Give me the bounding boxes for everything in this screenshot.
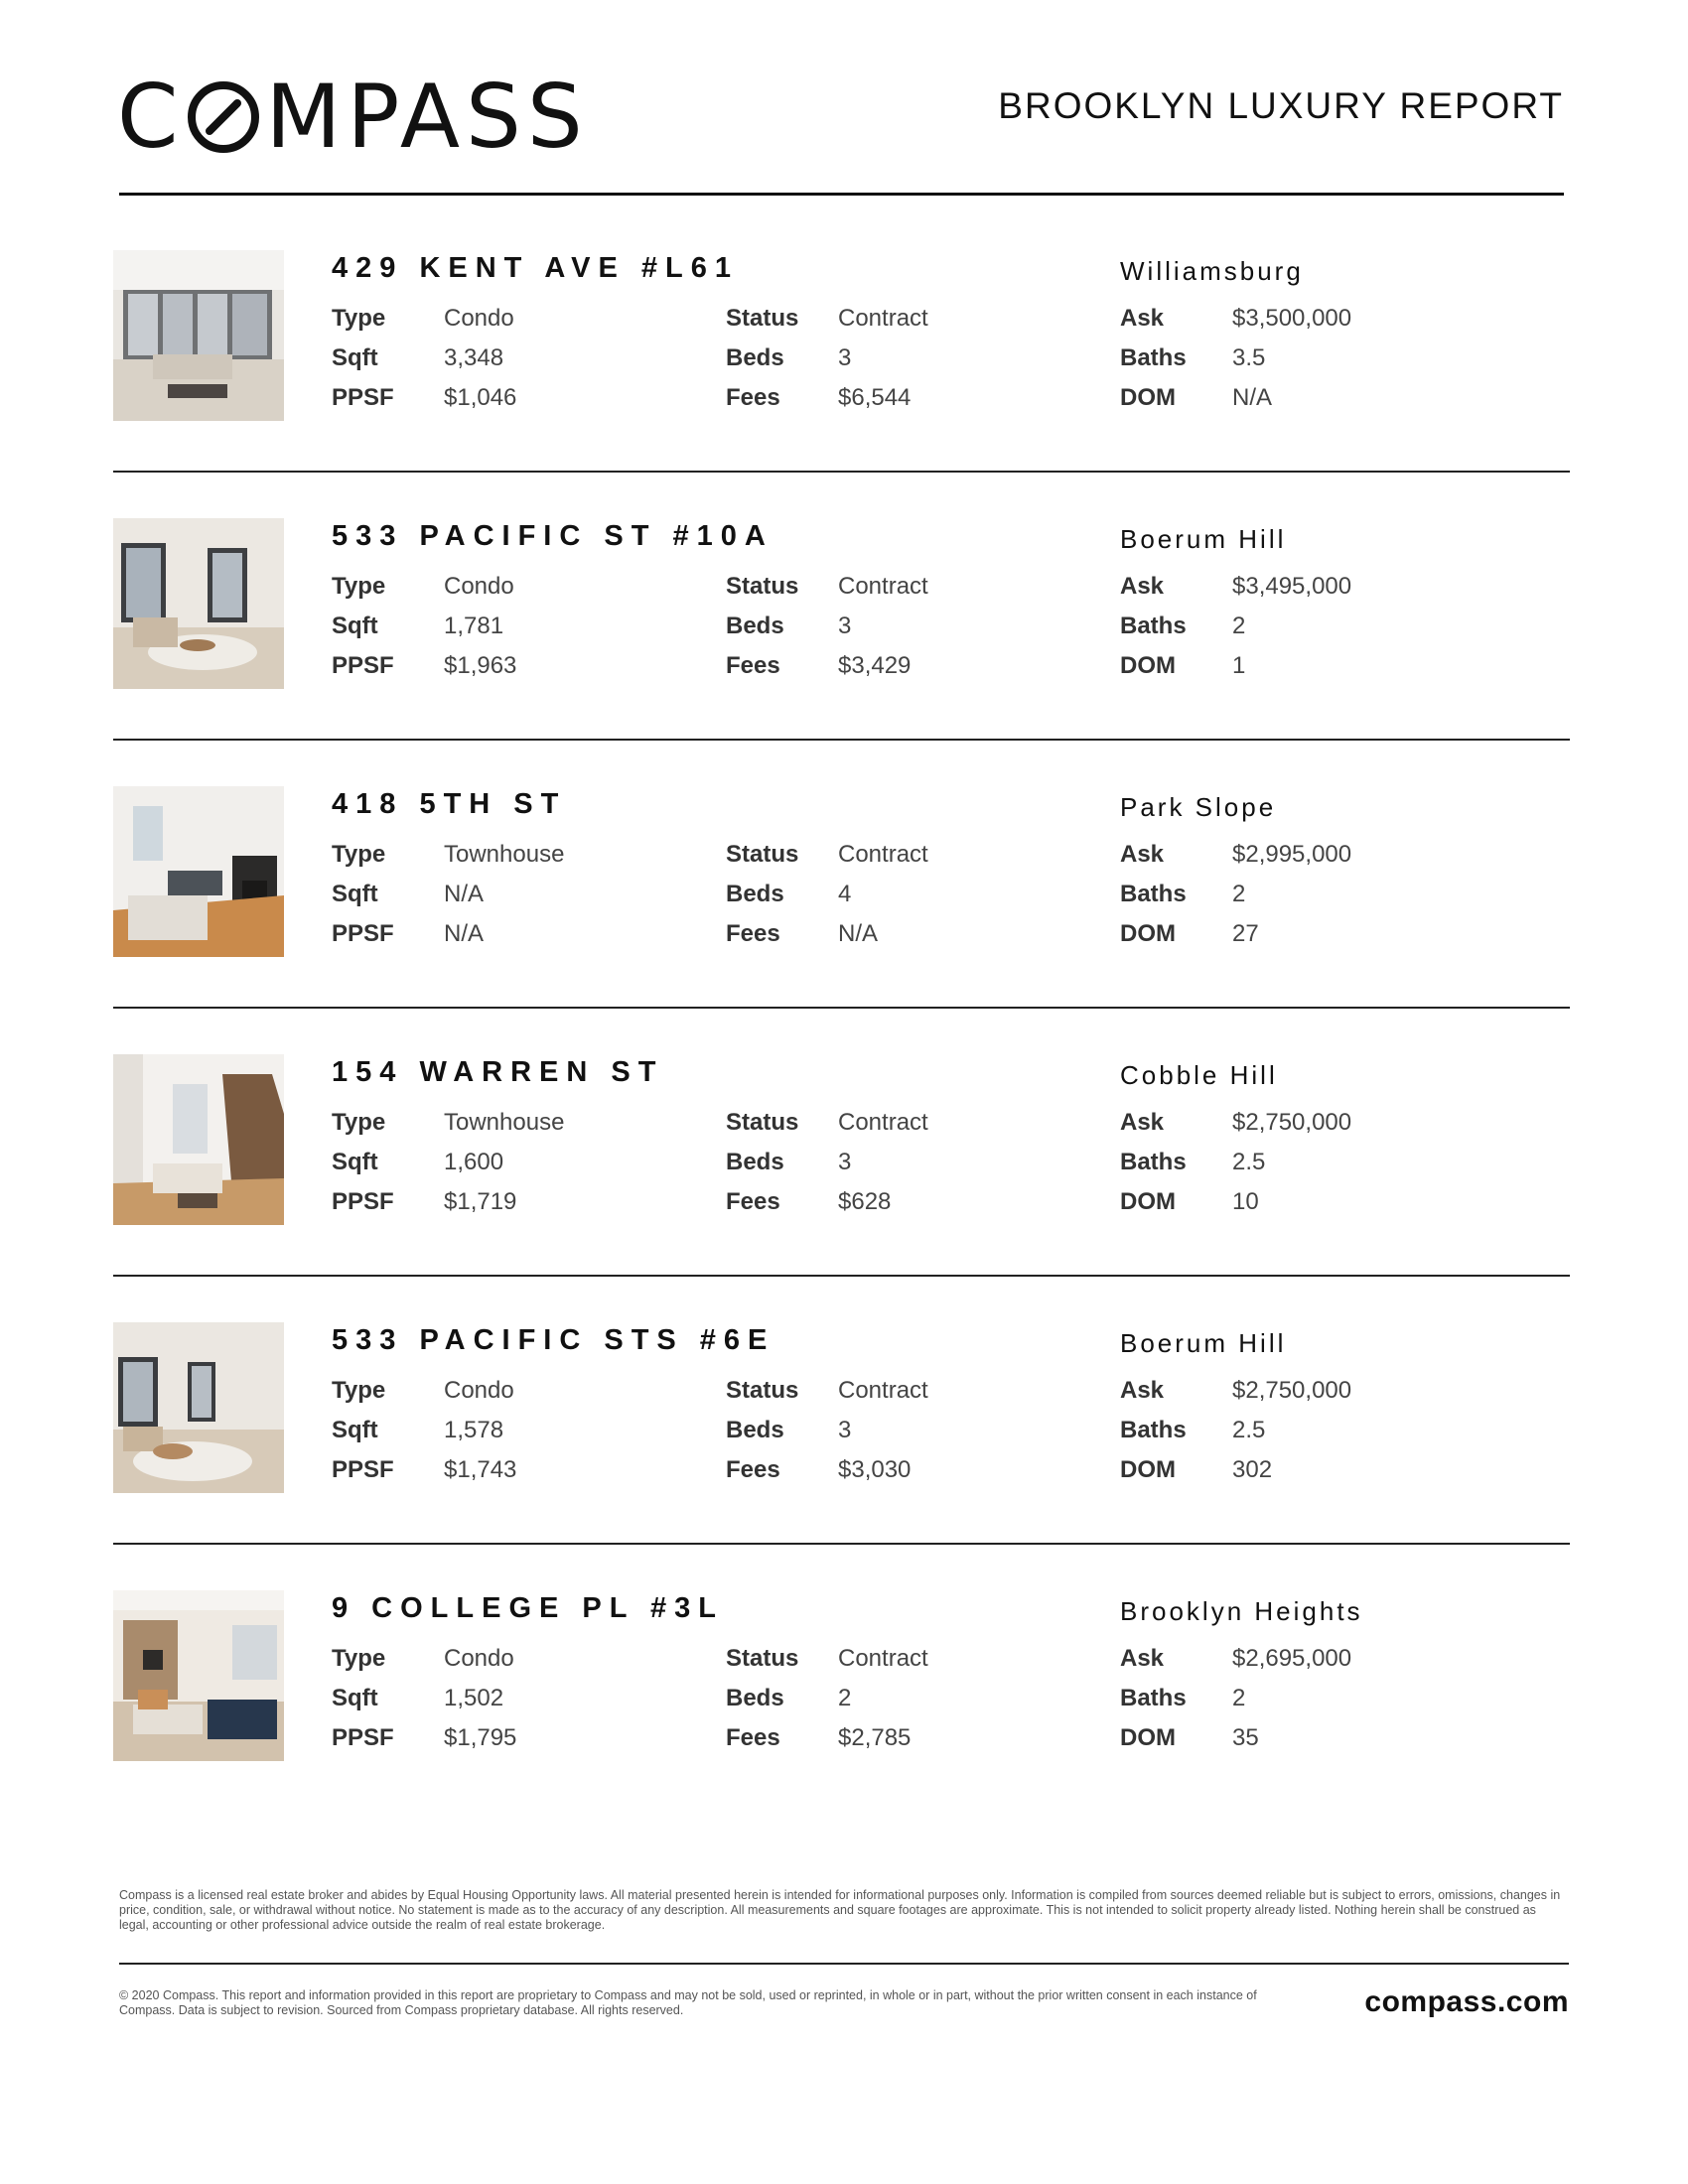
listing-divider	[113, 1543, 1570, 1545]
field-beds: Beds 3	[726, 1149, 852, 1175]
field-ppsf: PPSF $1,743	[332, 1456, 517, 1483]
listing-divider	[113, 471, 1570, 473]
listing	[113, 1322, 1570, 1590]
field-ppsf: PPSF N/A	[332, 920, 485, 947]
header-divider	[119, 193, 1564, 196]
field-beds: Beds 3	[726, 1417, 852, 1443]
field-baths: Baths 2	[1120, 1685, 1246, 1711]
logo-letters-mpass: MPASS	[265, 66, 589, 168]
field-status: Status Contract	[726, 573, 928, 600]
listing-address: 418 5TH ST	[332, 788, 567, 820]
field-ask: Ask $2,995,000	[1120, 841, 1352, 868]
field-baths: Baths 2	[1120, 613, 1246, 639]
field-baths: Baths 2	[1120, 881, 1246, 907]
listing-address: 429 KENT AVE #L61	[332, 252, 739, 284]
logo-letter-c: C	[117, 66, 185, 168]
field-beds: Beds 4	[726, 881, 852, 907]
field-ppsf: PPSF $1,046	[332, 384, 517, 411]
legal-disclaimer: Compass is a licensed real estate broker and abides by Equal Housing Opportunity laws. All material presented herein is intended for informational purposes only. Information is compiled from sources deemed reliable but is subject to errors, omissions, changes in price, condition, sale, or withdrawal without notice. No statement is made as to the accuracy of any description. All measurements and square footages are approximate. This is not intended to solicit property already listed. Nothing herein shall be construed as legal, accounting or other professional advice outside the realm of real estate brokerage.	[119, 1888, 1561, 1932]
listing-photo	[113, 250, 284, 421]
field-beds: Beds 2	[726, 1685, 852, 1711]
field-status: Status Contract	[726, 1645, 928, 1672]
field-status: Status Contract	[726, 841, 928, 868]
website-link[interactable]: compass.com	[1364, 1985, 1569, 2018]
listing-neighborhood: Cobble Hill	[1120, 1060, 1278, 1090]
field-sqft: Sqft N/A	[332, 881, 485, 907]
listing-address: 533 PACIFIC STS #6E	[332, 1324, 775, 1356]
field-ask: Ask $3,495,000	[1120, 573, 1352, 600]
field-ppsf: PPSF $1,963	[332, 652, 517, 679]
compass-logo	[117, 66, 589, 168]
field-baths: Baths 2.5	[1120, 1417, 1266, 1443]
field-ppsf: PPSF $1,719	[332, 1188, 517, 1215]
listing-address: 533 PACIFIC ST #10A	[332, 520, 774, 552]
listing-neighborhood: Williamsburg	[1120, 256, 1304, 286]
listing-photo	[113, 786, 284, 957]
listing	[113, 786, 1570, 1054]
field-status: Status Contract	[726, 1109, 928, 1136]
field-beds: Beds 3	[726, 344, 852, 371]
listing-divider	[113, 1275, 1570, 1277]
listing-photo	[113, 1322, 284, 1493]
field-type: Type Townhouse	[332, 841, 565, 868]
field-baths: Baths 3.5	[1120, 344, 1266, 371]
field-dom: DOM 10	[1120, 1188, 1259, 1215]
listing-neighborhood: Boerum Hill	[1120, 1328, 1287, 1358]
field-dom: DOM 35	[1120, 1724, 1259, 1751]
report-title: BROOKLYN LUXURY REPORT	[998, 85, 1564, 126]
field-fees: Fees $3,030	[726, 1456, 912, 1483]
field-baths: Baths 2.5	[1120, 1149, 1266, 1175]
field-sqft: Sqft 1,600	[332, 1149, 504, 1175]
field-sqft: Sqft 1,781	[332, 613, 504, 639]
field-fees: Fees N/A	[726, 920, 879, 947]
listing-divider	[113, 1007, 1570, 1009]
field-type: Type Condo	[332, 1377, 514, 1404]
field-dom: DOM 27	[1120, 920, 1259, 947]
field-fees: Fees $628	[726, 1188, 892, 1215]
compass-o-mark-icon	[186, 79, 261, 155]
listing-photo	[113, 1590, 284, 1761]
listing-address: 9 COLLEGE PL #3L	[332, 1592, 724, 1624]
listing-neighborhood: Boerum Hill	[1120, 524, 1287, 554]
field-sqft: Sqft 1,578	[332, 1417, 504, 1443]
field-sqft: Sqft 1,502	[332, 1685, 504, 1711]
field-status: Status Contract	[726, 1377, 928, 1404]
field-fees: Fees $3,429	[726, 652, 912, 679]
listing-divider	[113, 739, 1570, 741]
field-beds: Beds 3	[726, 613, 852, 639]
field-ask: Ask $3,500,000	[1120, 305, 1352, 332]
field-ask: Ask $2,750,000	[1120, 1109, 1352, 1136]
field-fees: Fees $2,785	[726, 1724, 912, 1751]
listing	[113, 1590, 1570, 1858]
field-dom: DOM N/A	[1120, 384, 1273, 411]
field-fees: Fees $6,544	[726, 384, 912, 411]
field-type: Type Condo	[332, 573, 514, 600]
listing-neighborhood: Brooklyn Heights	[1120, 1596, 1363, 1626]
listing-photo	[113, 518, 284, 689]
field-ask: Ask $2,750,000	[1120, 1377, 1352, 1404]
listing	[113, 250, 1570, 518]
field-ask: Ask $2,695,000	[1120, 1645, 1352, 1672]
listing	[113, 518, 1570, 786]
field-status: Status Contract	[726, 305, 928, 332]
field-type: Type Condo	[332, 1645, 514, 1672]
field-ppsf: PPSF $1,795	[332, 1724, 517, 1751]
listing-address: 154 WARREN ST	[332, 1056, 664, 1088]
field-dom: DOM 1	[1120, 652, 1246, 679]
field-sqft: Sqft 3,348	[332, 344, 504, 371]
field-type: Type Condo	[332, 305, 514, 332]
copyright-notice: © 2020 Compass. This report and information provided in this report are proprietary to Compass and may not be sold, used or reprinted, in whole or in part, without the prior written consent in each instance of Compass. Data is subject to revision. Sourced from Compass proprietary database. All rights reserved.	[119, 1988, 1257, 2017]
listing	[113, 1054, 1570, 1322]
footer-divider	[119, 1963, 1569, 1965]
listing-neighborhood: Park Slope	[1120, 792, 1277, 822]
field-type: Type Townhouse	[332, 1109, 565, 1136]
listing-photo	[113, 1054, 284, 1225]
field-dom: DOM 302	[1120, 1456, 1273, 1483]
